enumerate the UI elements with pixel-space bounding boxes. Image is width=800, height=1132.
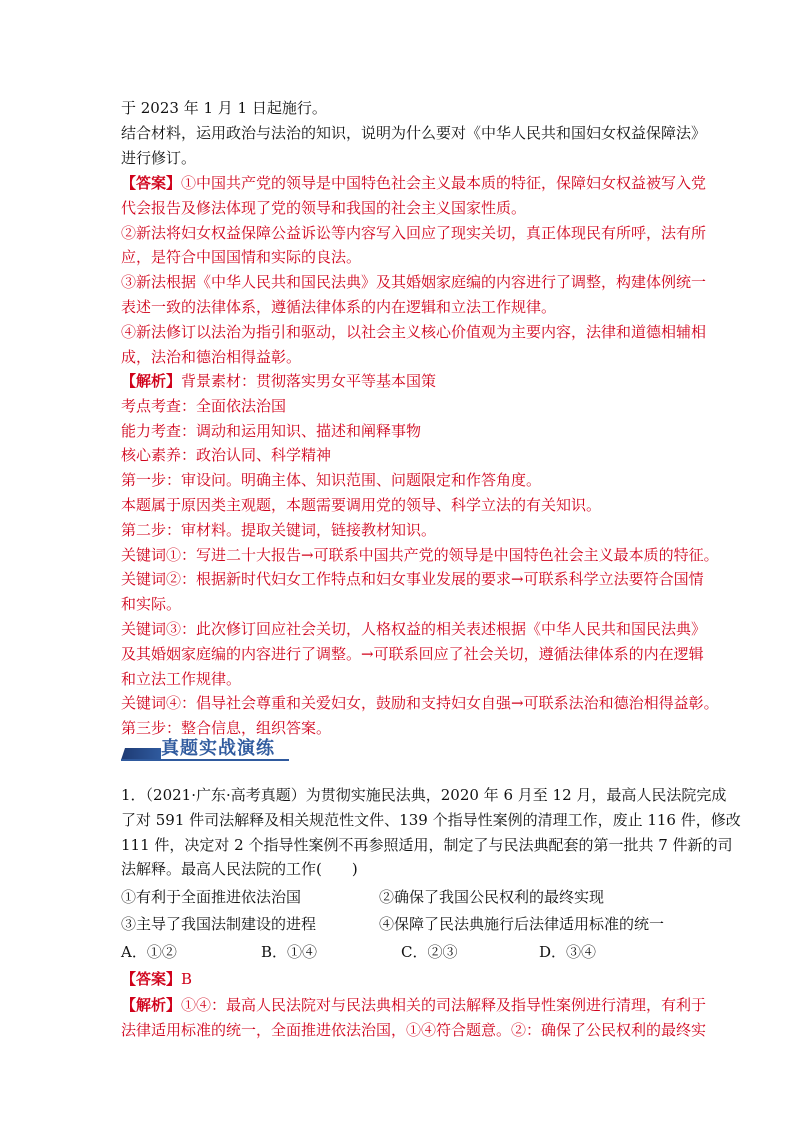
analysis-line: 第一步：审设问。明确主体、知识范围、问题限定和作答角度。 xyxy=(121,471,542,490)
text-line: 于 2023 年 1 月 1 日起施行。 xyxy=(121,99,327,117)
statement-3: ③主导了我国法制建设的进程 xyxy=(121,915,317,933)
stem-line: 法解释。最高人民法院的工作( ) xyxy=(121,860,358,879)
question-1-answer xyxy=(121,967,691,992)
answer-line: 代会报告及修法体现了党的领导和我国的社会主义国家性质。 xyxy=(121,198,527,217)
question-1-analysis xyxy=(121,993,707,1043)
analysis-block xyxy=(121,369,719,741)
analysis-tag: 【解析】 xyxy=(121,372,182,390)
answer-line: ③新法根据《中华人民共和国民法典》及其婚姻家庭编的内容进行了调整，构建体例统一 xyxy=(121,273,707,292)
choice-a[interactable]: A．①② xyxy=(121,943,177,961)
analysis-line: 本题属于原因类主观题，本题需要调用党的领导、科学立法的有关知识。 xyxy=(121,495,602,514)
question-1-stem xyxy=(121,783,741,882)
analysis-line: 关键词①：写进二十大报告→可联系中国共产党的领导是中国特色社会主义最本质的特征。 xyxy=(121,545,719,564)
answer-line xyxy=(121,967,691,992)
analysis-line xyxy=(121,993,707,1018)
analysis-text: ①④：最高人民法院对与民法典相关的司法解释及指导性案例进行清理，有利于 xyxy=(181,996,707,1014)
answer-block xyxy=(121,171,707,369)
section-header xyxy=(121,738,289,762)
choices-row xyxy=(121,940,691,965)
statements-row-2 xyxy=(121,912,691,937)
answer-line: 成，法治和德治相得益彰。 xyxy=(121,347,302,366)
answer-line xyxy=(121,171,707,196)
intro-line xyxy=(121,96,691,121)
stem-line: 了对 591 件司法解释及相关规范性文件、139 个指导性案例的清理工作，废止 116 件，修改 xyxy=(121,810,741,829)
answer-line: ④新法修订以法治为指引和驱动，以社会主义核心价值观为主要内容，法律和道德相辅相 xyxy=(121,322,707,341)
analysis-line: 关键词②：根据新时代妇女工作特点和妇女事业发展的要求→可联系科学立法要符合国情 xyxy=(121,570,704,589)
question-paragraph xyxy=(121,121,707,171)
answer-tag: 【答案】 xyxy=(121,970,182,988)
text-line: 结合材料，运用政治与法治的知识，说明为什么要对《中华人民共和国妇女权益保障法》 xyxy=(121,124,707,142)
answer-value: B xyxy=(181,970,193,988)
answer-tag: 【答案】 xyxy=(121,174,182,192)
stem-line: 1．（2021·广东·高考真题）为贯彻实施民法典，2020 年 6 月至 12 月，最高人民法院完成 xyxy=(121,786,727,804)
answer-text: ①中国共产党的领导是中国特色社会主义最本质的特征，保障妇女权益被写入党 xyxy=(181,174,707,192)
text-line: 进行修订。 xyxy=(121,148,197,167)
analysis-line: 第三步：整合信息，组织答案。 xyxy=(121,719,332,738)
choice-d[interactable]: D．③④ xyxy=(539,943,597,961)
analysis-text: 背景素材：贯彻落实男女平等基本国策 xyxy=(181,372,437,390)
choice-b[interactable]: B．①④ xyxy=(261,943,318,961)
statement-2: ②确保了我国公民权利的最终实现 xyxy=(379,888,605,906)
analysis-line: 能力考查：调动和运用知识、描述和阐释事物 xyxy=(121,421,422,440)
answer-line: ②新法将妇女权益保障公益诉讼等内容写入回应了现实关切，真正体现民有所呼，法有所 xyxy=(121,223,707,242)
statement-1: ①有利于全面推进依法治国 xyxy=(121,888,302,906)
analysis-line: 及其婚姻家庭编的内容进行了调整。→可联系回应了社会关切，遵循法律体系的内在逻辑 xyxy=(121,644,704,663)
analysis-line: 第二步：审材料。提取关键词，链接教材知识。 xyxy=(121,520,437,539)
answer-line: 表述一致的法律体系，遵循法律体系的内在逻辑和立法工作规律。 xyxy=(121,297,557,316)
statement-4: ④保障了民法典施行后法律适用标准的统一 xyxy=(379,915,665,933)
analysis-line: 核心素养：政治认同、科学精神 xyxy=(121,446,332,465)
analysis-line xyxy=(121,369,691,394)
analysis-line: 和实际。 xyxy=(121,595,182,614)
answer-line: 应，是符合中国国情和实际的良法。 xyxy=(121,248,362,267)
analysis-line: 考点考查：全面依法治国 xyxy=(121,396,287,415)
section-title: 真题实战演练 xyxy=(161,738,275,759)
analysis-line: 关键词④：倡导社会尊重和关爱妇女，鼓励和支持妇女自强→可联系法治和德治相得益彰。 xyxy=(121,694,719,713)
stem-line: 111 件，决定对 2 个指导性案例不再参照适用，制定了与民法典配套的第一批共 7 件新的司 xyxy=(121,835,733,854)
statements-row-1 xyxy=(121,885,691,910)
choice-c[interactable]: C．②③ xyxy=(401,943,458,961)
analysis-line: 和立法工作规律。 xyxy=(121,669,242,688)
analysis-tag: 【解析】 xyxy=(121,996,182,1014)
analysis-line: 关键词③：此次修订回应社会关切，人格权益的相关表述根据《中华人民共和国民法典》 xyxy=(121,619,707,638)
analysis-line: 法律适用标准的统一，全面推进依法治国，①④符合题意。②：确保了公民权利的最终实 xyxy=(121,1020,707,1039)
